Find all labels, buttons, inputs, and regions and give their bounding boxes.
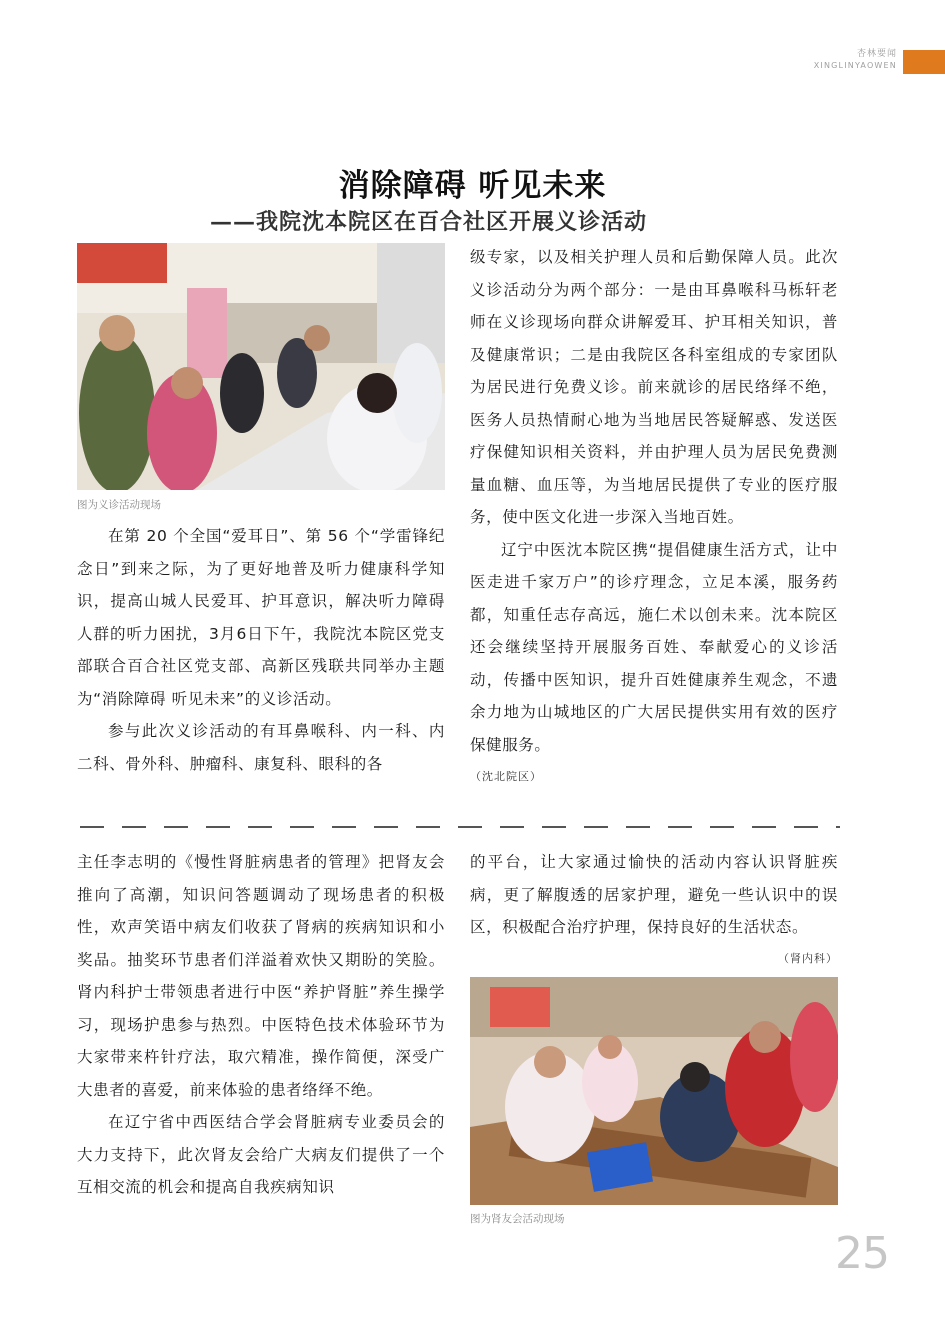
paragraph: 在辽宁省中西医结合学会肾脏病专业委员会的大力支持下，此次肾友会给广大病友们提供了一个互相交流的机会和提高自我疾病知识: [77, 1113, 445, 1196]
article-subtitle: ——我院沈本院区在百合社区开展义诊活动: [210, 209, 648, 235]
page-number: 25: [835, 1228, 889, 1279]
clinic-event-photo: [77, 243, 445, 490]
paragraph: 主任李志明的《慢性肾脏病患者的管理》把肾友会推向了高潮，知识问答题调动了现场患者的积极性，欢声笑语中病友们收获了肾病的疾病知识和小奖品。抽奖环节患者们洋溢着欢快又期盼的笑脸。肾内科护士带领患者进行中医“养护肾脏”养生操学习，现场护患参与热烈。中医特色技术体验环节为大家带来杵针疗法，取穴精准，操作简便，深受广大患者的喜爱，前来体验的患者络绎不绝。: [77, 853, 445, 1099]
article1-column-left: [77, 520, 445, 780]
article-title: 消除障碍 听见未来: [338, 168, 607, 204]
photo2-caption: 图为肾友会活动现场: [470, 1213, 565, 1225]
section-label: [814, 50, 897, 70]
section-title-cn: 杏林要闻: [856, 49, 897, 59]
section-title-en: XINGLINYAOWEN: [813, 61, 897, 70]
kidney-club-photo: [470, 977, 838, 1205]
section-accent-bar: [903, 50, 945, 74]
section-divider: [80, 826, 840, 828]
article2-column-right: [470, 846, 838, 944]
paragraph: 在第 20 个全国“爱耳日”、第 56 个“学雷锋纪念日”到来之际，为了更好地普及听力健康科学知识，提高山城人民爱耳、护耳意识，解决听力障碍人群的听力困扰，3月6日下午，我院沈本院区党支部联合百合社区党支部、高新区残联共同举办主题为“消除障碍 听见未来”的义诊活动。: [77, 527, 445, 708]
article2-source: （肾内科）: [778, 952, 838, 965]
paragraph: 级专家，以及相关护理人员和后勤保障人员。此次义诊活动分为两个部分：一是由耳鼻喉科马栎轩老师在义诊现场向群众讲解爱耳、护耳相关知识，普及健康常识；二是由我院区各科室组成的专家团队为居民进行免费义诊。前来就诊的居民络绎不绝，医务人员热情耐心地为当地居民答疑解惑、发送医疗保健知识相关资料，并由护理人员为居民免费测量血糖、血压等，为当地居民提供了专业的医疗服务，使中医文化进一步深入当地百姓。: [470, 248, 838, 526]
paragraph: 辽宁中医沈本院区携“提倡健康生活方式，让中医走进千家万户”的诊疗理念，立足本溪，服务药都，知重任志存高远，施仁术以创未来。沈本院区还会继续坚持开展服务百姓、奉献爱心的义诊活动，传播中医知识，提升百姓健康养生观念，不遗余力地为山城地区的广大居民提供实用有效的医疗保健服务。: [470, 540, 838, 754]
article1-column-right: [470, 241, 838, 794]
article-source: （沈北院区）: [470, 770, 542, 783]
paragraph: 的平台，让大家通过愉快的活动内容认识肾脏疾病，更了解腹透的居家护理，避免一些认识中的误区，积极配合治疗护理，保持良好的生活状态。: [470, 853, 838, 936]
photo1-caption: 图为义诊活动现场: [77, 499, 161, 511]
paragraph: 参与此次义诊活动的有耳鼻喉科、内一科、内二科、骨外科、肿瘤科、康复科、眼科的各: [77, 722, 445, 773]
article2-column-left: [77, 846, 445, 1204]
